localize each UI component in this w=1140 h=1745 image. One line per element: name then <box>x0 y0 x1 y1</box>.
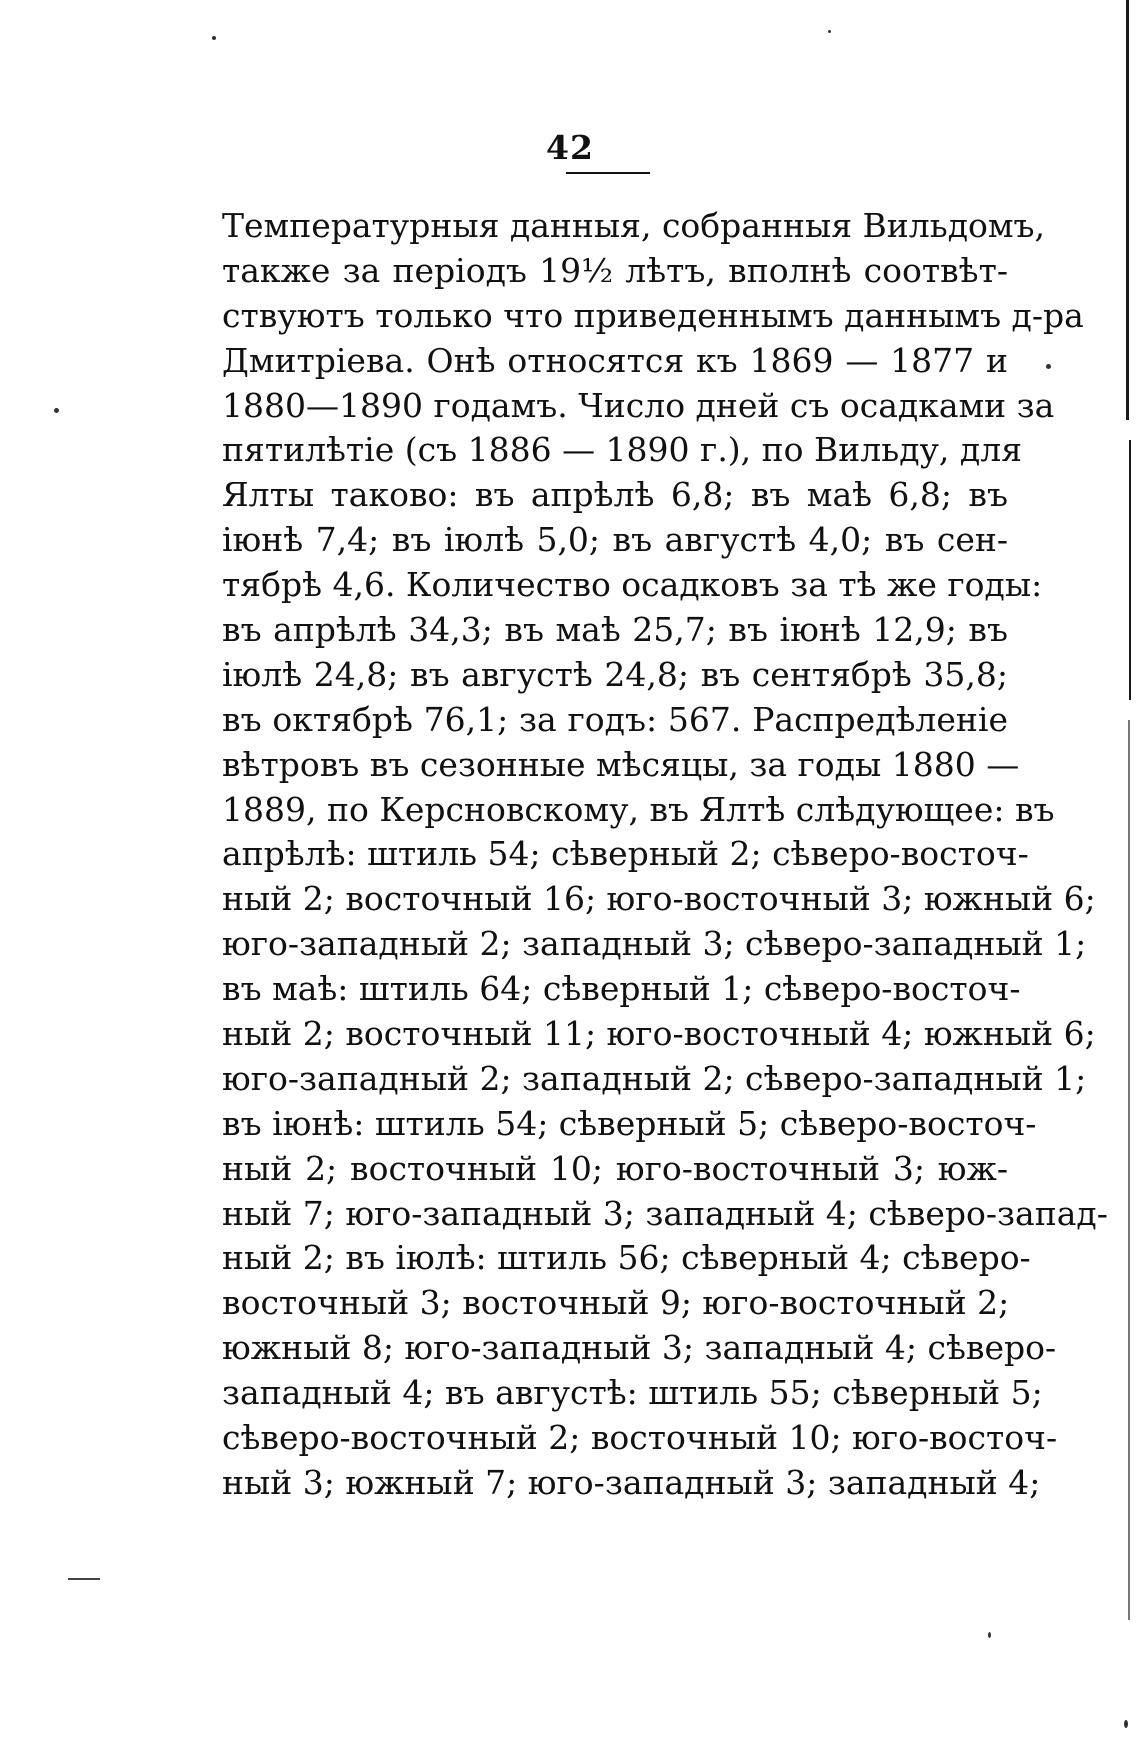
text-line: іюнѣ 7,4; въ іюлѣ 5,0; въ августѣ 4,0; въ сен- <box>222 520 1008 560</box>
text-line: ный 2; въ іюлѣ: штиль 56; сѣверный 4; сѣверо- <box>222 1238 1031 1278</box>
text-line: ный 2; восточный 16; юго-восточный 3; южный 6; <box>222 879 1096 919</box>
text-line: въ маѣ: штиль 64; сѣверный 1; сѣверо-восточ- <box>222 969 1021 1009</box>
text-line: ствуютъ только что приведеннымъ даннымъ д-ра <box>222 295 1084 335</box>
text-line: вѣтровъ въ сезонные мѣсяцы, за годы 1880 — <box>222 744 1020 784</box>
scan-mark <box>68 1578 100 1580</box>
text-line: восточный 3; восточный 9; юго-восточный 2; <box>222 1283 1010 1323</box>
text-line: южный 8; юго-западный 3; западный 4; сѣверо- <box>222 1328 1057 1368</box>
text-line: ный 2; восточный 11; юго-восточный 4; южный 6; <box>222 1014 1096 1054</box>
text-line: также за періодъ 19½ лѣтъ, вполнѣ соотвѣт- <box>222 250 1008 290</box>
text-line: Ялты таково: въ апрѣлѣ 6,8; въ маѣ 6,8; въ <box>222 475 1008 515</box>
text-line: сѣверо-восточный 2; восточный 10; юго-восточ- <box>222 1418 1058 1458</box>
scan-edge-line <box>1129 440 1131 700</box>
text-line: юго-западный 2; западный 3; сѣверо-западный 1; <box>222 924 1087 964</box>
text-line: въ апрѣлѣ 34,3; въ маѣ 25,7; въ іюнѣ 12,9; въ <box>222 610 1008 650</box>
page-number: 42 <box>546 128 594 167</box>
text-line: Температурныя данныя, собранныя Вильдомъ, <box>222 206 1046 245</box>
text-line: Дмитріева. Онѣ относятся къ 1869 — 1877 и <box>222 340 1008 380</box>
scan-speck <box>988 1632 991 1638</box>
text-line: ный 3; южный 7; юго-западный 3; западный 4; <box>222 1462 1041 1502</box>
scan-edge-line <box>1128 720 1130 1620</box>
text-line: ный 7; юго-западный 3; западный 4; сѣверо-запад- <box>222 1193 1108 1233</box>
page-number-rule <box>566 172 650 174</box>
text-line: 1889, по Керсновскому, въ Ялтѣ слѣдующее: въ <box>222 789 1055 829</box>
body-text <box>222 204 1108 1506</box>
text-line: въ октябрѣ 76,1; за годъ: 567. Распредѣленіе <box>222 699 1008 739</box>
text-line: юго-западный 2; западный 2; сѣверо-западный 1; <box>222 1058 1087 1098</box>
scan-speck <box>828 30 831 33</box>
scan-speck <box>1046 364 1051 369</box>
scan-speck <box>54 408 59 413</box>
text-line: пятилѣтіе (съ 1886 — 1890 г.), по Вильду, для <box>222 430 1023 470</box>
text-line: іюлѣ 24,8; въ августѣ 24,8; въ сентябрѣ 35,8; <box>222 654 1008 694</box>
text-line: въ іюнѣ: штиль 54; сѣверный 5; сѣверо-восточ- <box>222 1103 1037 1143</box>
text-line: ный 2; восточный 10; юго-восточный 3; юж- <box>222 1148 1008 1188</box>
scan-speck <box>1124 1720 1128 1728</box>
scan-edge-line <box>1126 0 1129 420</box>
text-line: апрѣлѣ: штиль 54; сѣверный 2; сѣверо-восточ- <box>222 834 1029 874</box>
text-line: 1880—1890 годамъ. Число дней съ осадками за <box>222 385 1055 425</box>
text-line: тябрѣ 4,6. Количество осадковъ за тѣ же годы: <box>222 565 1043 605</box>
scan-speck <box>212 36 216 40</box>
text-line: западный 4; въ августѣ: штиль 55; сѣверный 5; <box>222 1373 1043 1413</box>
